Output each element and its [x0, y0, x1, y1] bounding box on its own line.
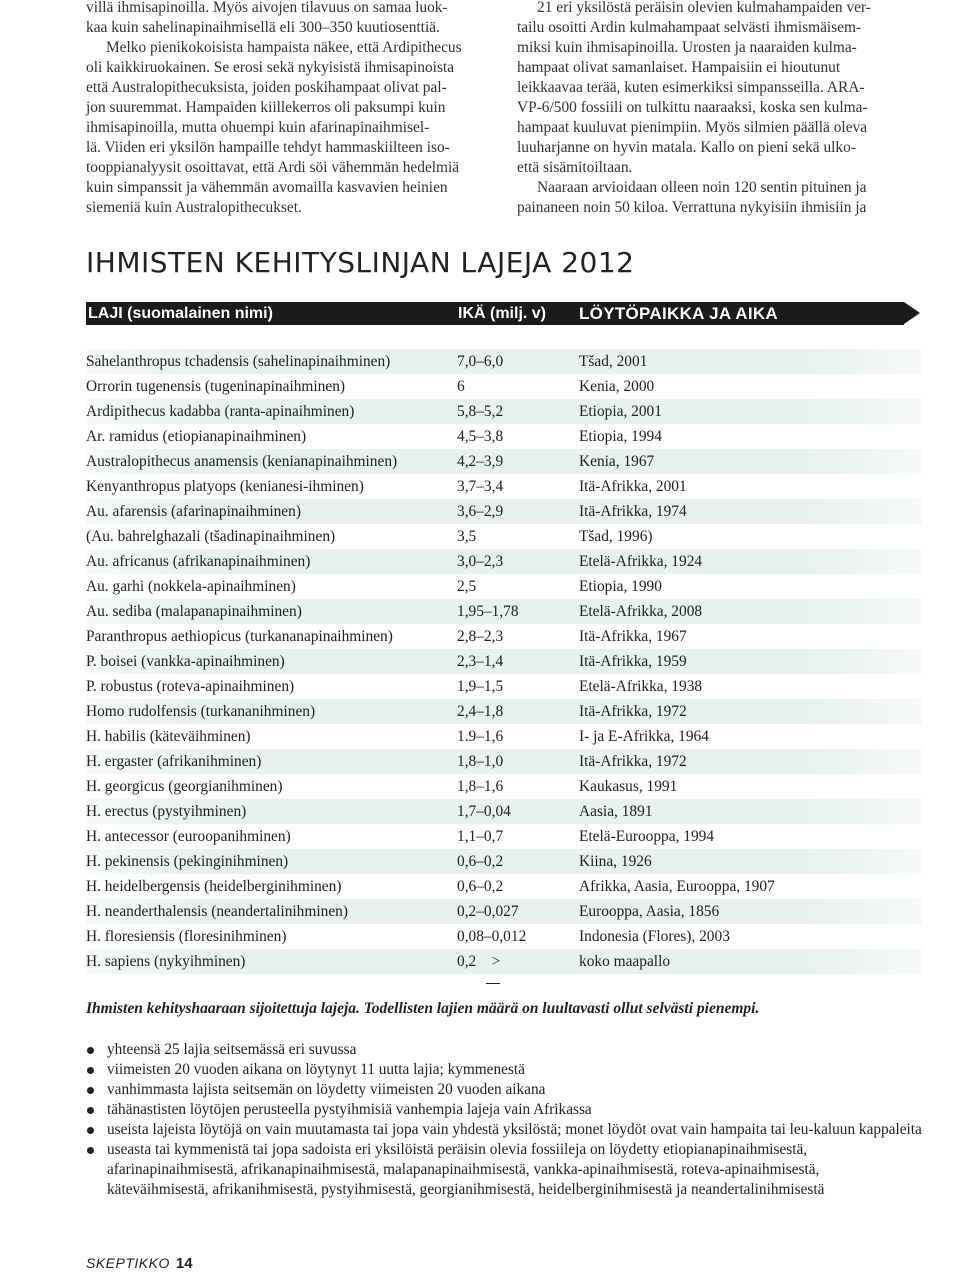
right-col-line: miksi kuin ihmisapinoilla. Urosten ja naaraiden kulma- [517, 39, 857, 56]
table-row [86, 524, 922, 549]
age-cell: 1,8–1,6 [457, 778, 504, 795]
species-cell: H. habilis (käteväihminen) [86, 728, 251, 745]
table-row [86, 899, 922, 924]
age-cell: 6 [457, 378, 465, 395]
right-col-line: tailu osoitti Ardin kulmahampaat selvästi ihmismäisem- [517, 19, 862, 36]
find-site-cell: Indonesia (Flores), 2003 [579, 928, 730, 945]
age-cell: 1,1–0,7 [457, 828, 504, 845]
find-site-cell: Aasia, 1891 [579, 803, 653, 820]
species-cell: (Au. bahrelghazali (tšadinapinaihminen) [86, 528, 336, 545]
left-col-line: jon suuremmat. Hampaiden kiillekerros oli paksumpi kuin [86, 99, 446, 116]
age-cell: 2,3–1,4 [457, 653, 504, 670]
species-cell: Australopithecus anamensis (kenianapinaihminen) [86, 453, 398, 470]
table-row [86, 574, 922, 599]
left-col-line: lä. Viiden eri yksilön hampaille tehdyt hammaskiilteen iso- [86, 139, 450, 156]
age-cell: 5,8–5,2 [457, 403, 504, 420]
species-cell: Au. afarensis (afarinapinaihminen) [86, 503, 301, 520]
table-row [86, 349, 922, 374]
find-site-cell: Afrikka, Aasia, Eurooppa, 1907 [579, 878, 775, 895]
table-row [86, 374, 922, 399]
species-cell: H. neanderthalensis (neandertalinihminen) [86, 903, 348, 920]
find-site-cell: Etiopia, 1994 [579, 428, 662, 445]
species-cell: Au. africanus (afrikanapinaihminen) [86, 553, 311, 570]
age-cell: 3,7–3,4 [457, 478, 504, 495]
table-row [86, 474, 922, 499]
table-caption: Ihmisten kehityshaaraan sijoitettuja lajeja. Todellisten lajien määrä on luultavasti ollut selvästi pienempi. [86, 1000, 760, 1017]
find-site-cell: Etiopia, 1990 [579, 578, 662, 595]
column-header-species: LAJI (suomalainen nimi) [88, 305, 273, 322]
magazine-name: SKEPTIKKO [86, 1255, 170, 1271]
age-cell: 2,4–1,8 [457, 703, 504, 720]
species-cell: Paranthropus aethiopicus (turkananapinaihminen) [86, 628, 393, 645]
article-left-column [86, 0, 491, 218]
age-cell: 0,6–0,2 [457, 853, 504, 870]
species-cell: Kenyanthropus platyops (kenianesi-ihminen) [86, 478, 364, 495]
age-cell: 0,6–0,2 [457, 878, 504, 895]
right-col-line: hampaat kuuluvat pienimpiin. Myös silmien päällä oleva [517, 119, 868, 136]
find-site-cell: Eurooppa, Aasia, 1856 [579, 903, 720, 920]
find-site-cell: Itä-Afrikka, 1974 [579, 503, 687, 520]
age-cell: 3,0–2,3 [457, 553, 504, 570]
age-cell: 7,0–6,0 [457, 353, 504, 370]
left-col-line: Melko pienikokoisista hampaista näkee, että Ardipithecus [106, 39, 462, 56]
table-row [86, 499, 922, 524]
column-header-age: IKÄ (milj. v) [458, 305, 547, 322]
right-col-line: painaneen noin 50 kiloa. Verrattuna nykyisiin ihmisiin ja [517, 199, 867, 216]
page-number: 14 [175, 1255, 193, 1272]
find-site-cell: I- ja E-Afrikka, 1964 [579, 728, 709, 745]
table-row [86, 424, 922, 449]
table-row [86, 824, 922, 849]
right-col-line: luuharjanne on hyvin matala. Kallo on pieni sekä ulko- [517, 139, 856, 156]
find-site-cell: Etelä-Afrikka, 1924 [579, 553, 703, 570]
age-cell: 0,08–0,012 [457, 928, 527, 945]
find-site-cell: Kenia, 2000 [579, 378, 655, 395]
left-col-line: kaa kuin sahelinapinaihmisellä eli 300–350 kuutiosenttiä. [86, 19, 440, 36]
age-cell: 1.9–1,6 [457, 728, 504, 745]
species-cell: Sahelanthropus tchadensis (sahelinapinaihminen) [86, 353, 391, 370]
find-site-cell: Tšad, 1996) [579, 528, 653, 545]
table-row [86, 699, 922, 724]
right-col-line: leikkaavaa terää, kuten esimerkiksi simpansseilla. ARA- [517, 79, 865, 96]
species-cell: H. heidelbergensis (heidelberginihminen) [86, 878, 342, 895]
species-cell: H. sapiens (nykyihminen) [86, 953, 246, 970]
species-cell: H. antecessor (euroopanihminen) [86, 828, 291, 845]
table-row [86, 674, 922, 699]
table-row [86, 449, 922, 474]
species-cell: Au. garhi (nokkela-apinaihminen) [86, 578, 296, 595]
find-site-cell: Kenia, 1967 [579, 453, 655, 470]
find-site-cell: Etelä-Eurooppa, 1994 [579, 828, 715, 845]
find-site-cell: Itä-Afrikka, 2001 [579, 478, 687, 495]
table-row [86, 649, 922, 674]
age-cell: 1,8–1,0 [457, 753, 504, 770]
list-item: vanhimmasta lajista seitsemän on löydetty viimeisten 20 vuoden aikana [86, 1080, 922, 1100]
table-row [86, 399, 922, 424]
find-site-cell: Etelä-Afrikka, 2008 [579, 603, 703, 620]
list-item: yhteensä 25 lajia seitsemässä eri suvussa [86, 1040, 922, 1060]
table-row [86, 849, 922, 874]
page-footer [86, 1255, 193, 1272]
table-row [86, 774, 922, 799]
find-site-cell: koko maapallo [579, 953, 671, 970]
species-cell: P. robustus (roteva-apinaihminen) [86, 678, 295, 695]
greater-or-equal-underline [486, 983, 500, 984]
species-cell: H. erectus (pystyihminen) [86, 803, 247, 820]
column-header-find-site: LÖYTÖPAIKKA JA AIKA [579, 304, 779, 323]
table-row [86, 599, 922, 624]
species-cell: Ardipithecus kadabba (ranta-apinaihminen) [86, 403, 355, 420]
age-cell: 2,5 [457, 578, 477, 595]
left-col-line: kuin simpanssit ja vähemmän avomailla kasvavien heinien [86, 179, 448, 196]
find-site-cell: Kaukasus, 1991 [579, 778, 678, 795]
age-cell: 4,5–3,8 [457, 428, 504, 445]
list-item: useasta tai kymmenistä tai jopa sadoista eri yksilöistä peräisin olevia fossiileja on löydetty etiopianapinaihmisestä, afarinapinaihmisestä, afrikanapinaihmisestä, malapanapinaihmisestä, vankka-apinaihmisestä, roteva-apinaihmisestä, käteväihmisestä, afrikanihmisestä, pystyihmisestä, georgianihmisestä, heidelberginihmisestä ja neandertalinihmisestä [86, 1140, 922, 1200]
list-item: tähänastisten löytöjen perusteella pystyihmisiä vanhempia lajeja vain Afrikassa [86, 1100, 922, 1120]
right-col-line: VP-6/500 fossiili on tulkittu naaraaksi, koska sen kulma- [517, 99, 868, 116]
species-cell: H. georgicus (georgianihminen) [86, 778, 283, 795]
find-site-cell: Itä-Afrikka, 1967 [579, 628, 687, 645]
table-row [86, 549, 922, 574]
age-cell: 1,7–0,04 [457, 803, 511, 820]
age-cell: 3,6–2,9 [457, 503, 504, 520]
table-row [86, 624, 922, 649]
table-row [86, 874, 922, 899]
age-cell: 4,2–3,9 [457, 453, 504, 470]
left-col-line: ihmisapinoilla, mutta ohuempi kuin afarinapinaihmisel- [86, 119, 430, 136]
species-cell: H. ergaster (afrikanihminen) [86, 753, 262, 770]
table-row [86, 799, 922, 824]
header-arrow-icon [904, 302, 920, 324]
age-cell: 0,2 > [457, 953, 501, 970]
section-title: IHMISTEN KEHITYSLINJAN LAJEJA 2012 [86, 246, 635, 279]
table-row [86, 749, 922, 774]
table-row [86, 724, 922, 749]
age-cell: 0,2–0,027 [457, 903, 519, 920]
species-table [86, 349, 922, 974]
find-site-cell: Tšad, 2001 [579, 353, 648, 370]
age-cell: 2,8–2,3 [457, 628, 504, 645]
species-cell: Ar. ramidus (etiopianapinaihminen) [86, 428, 307, 445]
right-col-line: että sisämitoiltaan. [517, 159, 633, 176]
right-col-line: Naaraan arvioidaan olleen noin 120 sentin pituinen ja [537, 179, 867, 196]
left-col-line: oli kaikkiruokainen. Se erosi sekä nykyisistä ihmisapinoista [86, 59, 455, 76]
species-cell: P. boisei (vankka-apinaihminen) [86, 653, 285, 670]
find-site-cell: Etiopia, 2001 [579, 403, 662, 420]
age-cell: 1,95–1,78 [457, 603, 519, 620]
list-item: viimeisten 20 vuoden aikana on löytynyt 11 uutta lajia; kymmenestä [86, 1060, 922, 1080]
left-col-line: tooppianalyysit osoittavat, että Ardi söi vähemmän hedelmiä [86, 159, 460, 176]
article-right-column [517, 0, 925, 218]
species-cell: H. pekinensis (pekinginihminen) [86, 853, 289, 870]
table-row [86, 924, 922, 949]
species-cell: Au. sediba (malapanapinaihminen) [86, 603, 302, 620]
species-cell: H. floresiensis (floresinihminen) [86, 928, 287, 945]
species-cell: Orrorin tugenensis (tugeninapinaihminen) [86, 378, 346, 395]
left-col-line: että Australopithecuksista, joiden poskihampaat olivat pal- [86, 79, 447, 96]
find-site-cell: Itä-Afrikka, 1972 [579, 753, 687, 770]
species-cell: Homo rudolfensis (turkananihminen) [86, 703, 316, 720]
age-cell: 3,5 [457, 528, 477, 545]
find-site-cell: Etelä-Afrikka, 1938 [579, 678, 703, 695]
left-col-line: siemeniä kuin Australopithecukset. [86, 199, 302, 216]
age-cell: 1,9–1,5 [457, 678, 504, 695]
table-row [86, 949, 922, 974]
find-site-cell: Itä-Afrikka, 1959 [579, 653, 687, 670]
facts-list [86, 1040, 922, 1200]
find-site-cell: Itä-Afrikka, 1972 [579, 703, 687, 720]
right-col-line: hampaat olivat samanlaiset. Hampaisiin ei hioutunut [517, 59, 841, 76]
right-col-line: 21 eri yksilöstä peräisin olevien kulmahampaiden ver- [537, 0, 871, 16]
list-item: useista lajeista löytöjä on vain muutamasta tai jopa vain yhdestä yksilöstä; monet löydöt ovat vain hampaita tai leu-kaluun kappaleita [86, 1120, 922, 1140]
left-col-line: villä ihmisapinoilla. Myös aivojen tilavuus on samaa luok- [86, 0, 448, 16]
find-site-cell: Kiina, 1926 [579, 853, 652, 870]
